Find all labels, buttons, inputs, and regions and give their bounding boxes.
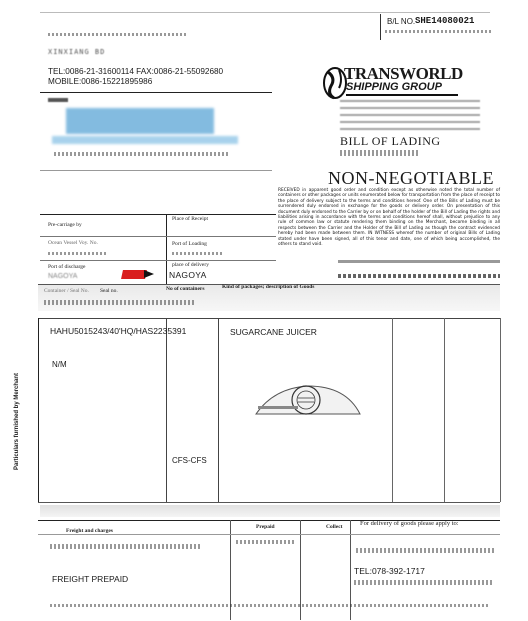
routing-vertical xyxy=(166,214,167,292)
bl-no-label: B/L NO. xyxy=(387,17,416,26)
routing-right-text-b xyxy=(338,274,500,278)
freight-status: FREIGHT PREPAID xyxy=(52,574,129,584)
top-rule xyxy=(40,12,490,13)
delivery-apply-label: For delivery of goods please apply to: xyxy=(360,520,459,527)
port-of-loading-label: Port of Loading xyxy=(172,241,207,247)
bl-subtitle-scan xyxy=(340,150,420,156)
consignee-scan xyxy=(54,152,230,156)
goods-left-border xyxy=(38,318,39,502)
carrier-address-scan xyxy=(340,100,480,130)
shipper-name: XINXIANG BD xyxy=(48,48,106,56)
delivery-tel: TEL:078-392-1717 xyxy=(354,566,425,576)
place-of-delivery-label: place of delivery xyxy=(172,262,209,268)
vessel-label: Ocean Vessel Voy. No. xyxy=(48,240,98,246)
goods-bottom-rule xyxy=(38,502,500,503)
shipper-phone-fax: TEL:0086-21-31600114 FAX:0086-21-55092680 xyxy=(48,67,224,76)
brand-line2: SHIPPING GROUP xyxy=(346,81,442,93)
goods-col-4 xyxy=(444,318,445,502)
port-of-discharge-value: NAGOYA xyxy=(48,273,78,280)
freight-scan-b xyxy=(236,540,296,544)
consignee-block xyxy=(48,96,238,166)
non-negotiable-stamp: NON-NEGOTIABLE xyxy=(328,168,494,188)
freight-header-rule xyxy=(38,534,500,535)
brand-underline xyxy=(346,94,458,96)
place-of-receipt-label: Place of Receipt xyxy=(172,216,209,222)
shipper-divider xyxy=(40,92,272,93)
freight-charges-label: Freight and charges xyxy=(66,528,113,534)
bl-no-value: SHE14080021 xyxy=(415,16,475,26)
collect-label: Collect xyxy=(326,524,343,530)
bl-number-box xyxy=(380,14,499,40)
seal-stamp-icon xyxy=(254,378,362,418)
arrow-icon xyxy=(144,270,154,278)
brand-line1: TRANSWORLD xyxy=(344,64,463,83)
consignee-label xyxy=(48,98,68,102)
prepaid-label: Prepaid xyxy=(256,524,275,530)
freight-scan-a xyxy=(50,544,200,549)
no-of-containers-header: No of containers xyxy=(166,286,205,292)
port-of-discharge-label: Port of discharge xyxy=(48,264,86,270)
consignee-highlight xyxy=(66,108,214,134)
goods-col-2 xyxy=(218,318,219,502)
seal-no-header: Seal no. xyxy=(100,288,118,294)
goods-side-label: Particulars furnished by Merchant xyxy=(14,372,20,470)
routing-scan-b xyxy=(172,252,222,255)
goods-bottom-band xyxy=(40,505,500,517)
marks-value: N/M xyxy=(52,360,67,369)
routing-scan-a xyxy=(48,252,108,255)
routing-mid-rule-2 xyxy=(40,260,276,261)
consignee-divider xyxy=(40,170,272,171)
marks-header: Container / Seal No. xyxy=(44,288,89,294)
freight-scan-c xyxy=(356,548,496,553)
bill-of-lading-title: BILL OF LADING xyxy=(340,134,441,148)
consignee-highlight-2 xyxy=(52,136,238,144)
routing-top-rule xyxy=(40,214,276,215)
place-of-delivery-value: NAGOYA xyxy=(169,270,207,280)
pre-carriage-label: Pre-carriage by xyxy=(48,222,82,228)
goods-col-3 xyxy=(392,318,393,502)
header-scan-noise xyxy=(48,33,188,36)
goods-col-1 xyxy=(166,318,167,502)
routing-mid-rule xyxy=(40,236,276,237)
routing-right-text-a xyxy=(338,260,500,263)
goods-header-scan xyxy=(44,300,194,305)
seal-stamp xyxy=(254,378,362,418)
delivery-scan xyxy=(354,580,494,585)
bl-barcode-scan xyxy=(385,30,493,33)
goods-header-bottom xyxy=(38,318,500,319)
freight-bottom-scan xyxy=(50,604,490,607)
kind-of-packages-header: Kind of packages; description of Goods xyxy=(222,284,315,290)
goods-right-border xyxy=(500,318,501,502)
shipper-mobile: MOBILE:0086-15221895986 xyxy=(48,77,153,86)
terms-paragraph: RECEIVED in apparent good order and condition except as otherwise noted the total number of containers or other packages or units enumerated below for transportation from the place of receipt to the place of delivery subject to the terms and conditions hereof. One of the Bills of Lading must be surrendered duly endorsed in exchange for the goods or delivery order. On presentation of this document duly endorsed to the Carrier by or on behalf of the holder of the Bill of Lading the rights and liabilities arising in accordance with the terms and conditions hereof shall, without prejudice to any rule of common law or statute rendering them binding on the Merchant, become binding in all respects between the Carrier and the Holder of the Bill of Lading as though the contract evidenced hereby had been made between them. IN WITNESS whereof the number of original Bills of Lading stated under have been signed, all of this tenor and date, one of which being accomplished, the others to stand void. xyxy=(278,188,500,248)
service-value: CFS-CFS xyxy=(172,456,207,465)
container-line: HAHU5015243/40'HQ/HAS2235391 xyxy=(50,326,187,336)
description-value: SUGARCANE JUICER xyxy=(230,327,317,337)
